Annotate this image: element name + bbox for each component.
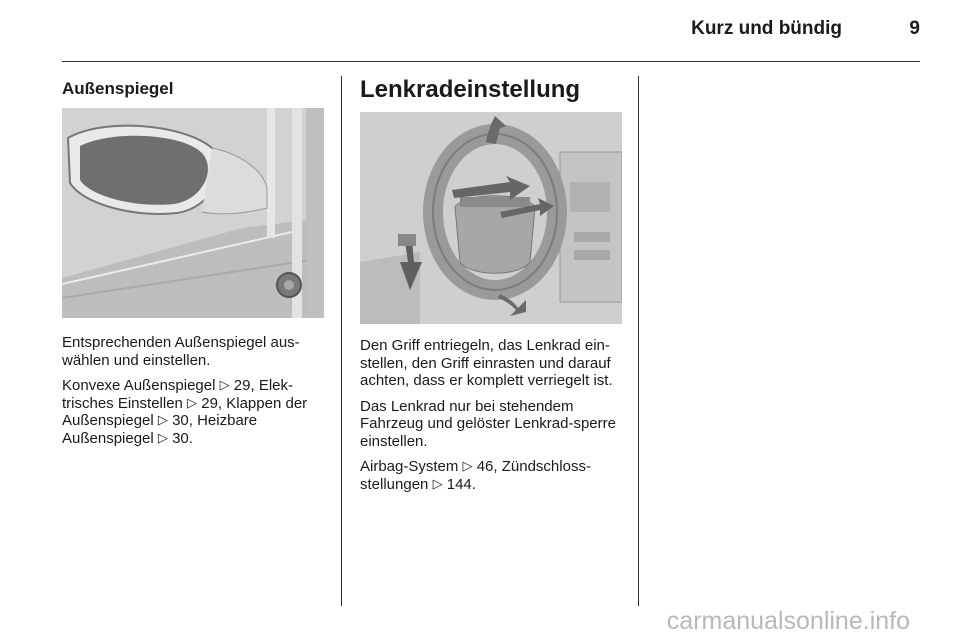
section-steering-wheel: [360, 76, 622, 104]
header-rule: [62, 61, 920, 62]
page-number: 9: [909, 18, 920, 39]
xref-link-46[interactable]: 46: [476, 458, 494, 475]
xref-link-144[interactable]: 144: [446, 475, 472, 493]
left-paragraph-2: Konvexe Außenspiegel ▷ 29, Elek-trisches Einstellen ▷ 29, Klappen der Außenspiegel ▷ 30, Heizbare Außenspiegel ▷ 30.: [62, 377, 308, 447]
triangle-right-icon: ▷: [157, 429, 168, 445]
xref-link-29b[interactable]: 29: [201, 394, 218, 412]
outside-mirror-illustration: [62, 108, 324, 318]
section-heading: Außenspiegel: [62, 79, 174, 98]
xref-link-30a[interactable]: 30: [172, 412, 189, 429]
triangle-right-icon: ▷: [432, 475, 443, 491]
left-body-text: [62, 334, 324, 455]
right-paragraph-3: Airbag-System ▷ 46, Zündschloss-stellungen ▷ 144.: [360, 458, 591, 493]
section-heading: Lenkradeinstellung: [360, 76, 581, 103]
watermark: carmanualsonline.info: [666, 607, 910, 635]
xref-link-30b[interactable]: 30: [172, 429, 189, 447]
right-paragraph-2: Das Lenkrad nur bei stehendem Fahrzeug und gelöster Lenkrad-sperre einstellen.: [360, 397, 616, 450]
triangle-right-icon: ▷: [157, 412, 168, 427]
section-outside-mirror: [62, 76, 324, 100]
triangle-right-icon: ▷: [219, 377, 230, 392]
column-divider-left: [341, 76, 342, 606]
steering-wheel-illustration: [360, 112, 622, 324]
right-paragraph-1: Den Griff entriegeln, das Lenkrad ein-stellen, den Griff einrasten und darauf achten, dass er komplett verriegelt ist.: [360, 337, 613, 389]
left-paragraph-1: Entsprechenden Außenspiegel aus-wählen und einstellen.: [62, 334, 300, 369]
xref-link-29a[interactable]: 29: [233, 377, 251, 394]
triangle-right-icon: ▷: [462, 458, 473, 473]
page-header-title: Kurz und bündig: [691, 18, 842, 39]
triangle-right-icon: ▷: [187, 394, 198, 410]
column-divider-right: [638, 76, 639, 606]
right-body-text: [360, 337, 624, 501]
